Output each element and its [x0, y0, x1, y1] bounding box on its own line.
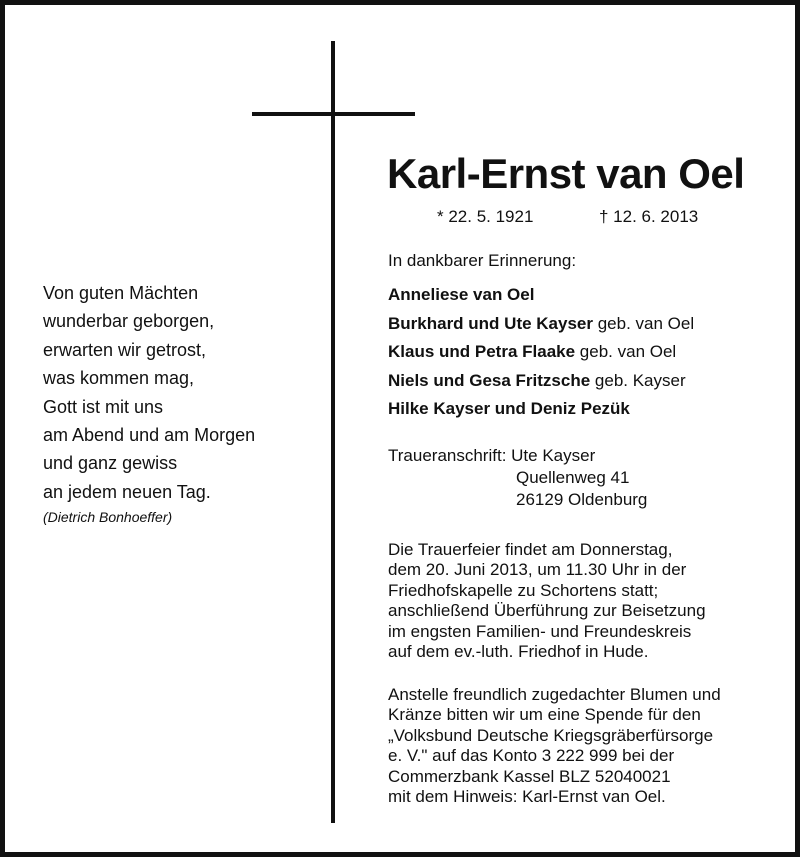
mourners-intro: In dankbarer Erinnerung:	[388, 251, 577, 270]
mourner-note: geb. van Oel	[593, 313, 695, 333]
poem-line: Von guten Mächten	[43, 283, 199, 303]
mourners-list	[388, 281, 694, 424]
cross-icon-bar	[252, 112, 415, 116]
address-city: 26129 Oldenburg	[516, 490, 648, 509]
funeral-line: Friedhofskapelle zu Schortens statt;	[388, 580, 659, 600]
mourning-address	[388, 445, 647, 511]
donation-line: Anstelle freundlich zugedachter Blumen und	[388, 685, 721, 704]
mourner-name: Hilke Kayser und Deniz Pezük	[388, 399, 630, 418]
deceased-name: Karl-Ernst van Oel	[387, 150, 745, 197]
poem-line: wunderbar geborgen,	[43, 311, 215, 332]
death-date: † 12. 6. 2013	[599, 207, 699, 226]
donation-line: e. V." auf das Konto 3 222 999 bei der	[388, 746, 675, 766]
poem	[43, 279, 255, 527]
address-street: Quellenweg 41	[516, 468, 630, 487]
address-name: Ute Kayser	[511, 446, 596, 465]
mourner-note: geb. van Oel	[575, 342, 677, 361]
mourner-entry	[388, 281, 694, 310]
donation-info	[388, 685, 721, 807]
donation-line: Kränze bitten wir um eine Spende für den	[388, 705, 701, 725]
mourner-entry	[388, 367, 694, 396]
funeral-line: auf dem ev.-luth. Friedhof in Hude.	[388, 642, 649, 662]
poem-line: Gott ist mit uns	[43, 396, 164, 417]
cross-icon	[331, 41, 335, 823]
funeral-line: im engsten Familien- und Freundeskreis	[388, 621, 692, 641]
poem-line: am Abend und am Morgen	[43, 425, 256, 446]
address-label: Traueranschrift:	[388, 446, 507, 465]
poem-line: an jedem neuen Tag.	[43, 481, 211, 502]
poem-line: erwarten wir getrost,	[43, 339, 207, 360]
mourner-name: Niels und Gesa Fritzsche	[388, 370, 591, 390]
mourner-name: Anneliese van Oel	[388, 285, 535, 304]
donation-line: Commerzbank Kassel BLZ 52040021	[388, 766, 671, 786]
mourner-entry	[388, 395, 694, 424]
funeral-info	[388, 540, 706, 662]
donation-line: mit dem Hinweis: Karl-Ernst van Oel.	[388, 787, 666, 807]
funeral-line: Die Trauerfeier findet am Donnerstag,	[388, 540, 673, 559]
mourner-name: Burkhard und Ute Kayser	[388, 313, 593, 333]
poem-line: was kommen mag,	[43, 368, 195, 389]
mourner-entry	[388, 310, 694, 339]
address-row	[388, 445, 647, 467]
donation-line: „Volksbund Deutsche Kriegsgräberfürsorge	[388, 725, 714, 745]
mourner-name: Klaus und Petra Flaake	[388, 342, 576, 361]
poem-line: und ganz gewiss	[43, 453, 178, 474]
poem-author: (Dietrich Bonhoeffer)	[43, 509, 173, 526]
mourner-entry	[388, 338, 694, 367]
birth-date: * 22. 5. 1921	[437, 207, 534, 226]
funeral-line: dem 20. Juni 2013, um 11.30 Uhr in der	[388, 560, 687, 580]
funeral-line: anschließend Überführung zur Beisetzung	[388, 601, 706, 621]
mourner-note: geb. Kayser	[590, 370, 686, 390]
